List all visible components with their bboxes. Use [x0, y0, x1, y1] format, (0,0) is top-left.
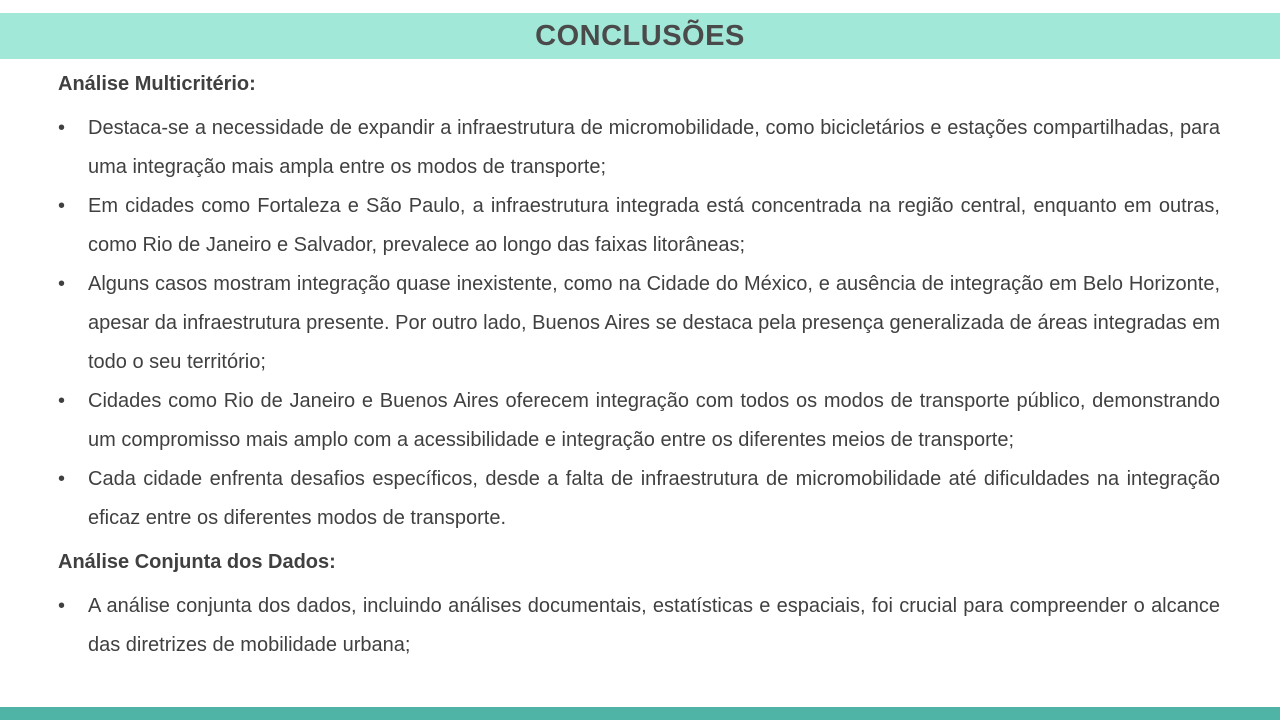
section-heading-joint-analysis: Análise Conjunta dos Dados: [58, 551, 336, 573]
bullet-text: A análise conjunta dos dados, incluindo análises documentais, estatísticas e espaciais, foi crucial para compreender o alcance das diretrizes de mobilidade urbana; [88, 595, 1220, 656]
bullet-text: Em cidades como Fortaleza e São Paulo, a infraestrutura integrada está concentrada na região central, enquanto em outras, como Rio de Janeiro e Salvador, prevalece ao longo das faixas litorâneas; [88, 195, 1220, 256]
bullet-icon: • [58, 390, 66, 412]
section-heading-multicriteria: Análise Multicritério: [58, 73, 256, 95]
bullet-item [58, 187, 1220, 265]
bullet-icon: • [58, 468, 66, 490]
bullet-item [58, 109, 1220, 187]
bullet-icon: • [58, 195, 66, 217]
bullet-icon: • [58, 595, 66, 617]
bullet-text: Cada cidade enfrenta desafios específicos, desde a falta de infraestrutura de micromobilidade até dificuldades na integração eficaz entre os diferentes modos de transporte. [88, 468, 1220, 529]
title-bar [0, 13, 1280, 59]
slide-title: CONCLUSÕES [535, 19, 745, 52]
bullet-text: Destaca-se a necessidade de expandir a infraestrutura de micromobilidade, como bicicletários e estações compartilhadas, para uma integração mais ampla entre os modos de transporte; [88, 117, 1220, 178]
bullet-item [58, 587, 1220, 665]
bullet-list-joint-analysis [58, 587, 1220, 665]
bullet-text: Alguns casos mostram integração quase inexistente, como na Cidade do México, e ausência de integração em Belo Horizonte, apesar da infraestrutura presente. Por outro lado, Buenos Aires se destaca pela presença generalizada de áreas integradas em todo o seu território; [88, 273, 1220, 373]
slide-content [58, 70, 1220, 675]
bullet-icon: • [58, 273, 66, 295]
bullet-item [58, 265, 1220, 382]
bullet-item [58, 382, 1220, 460]
bullet-list-multicriteria [58, 109, 1220, 538]
footer-bar [0, 707, 1280, 720]
bullet-item [58, 460, 1220, 538]
bullet-text: Cidades como Rio de Janeiro e Buenos Aires oferecem integração com todos os modos de transporte público, demonstrando um compromisso mais amplo com a acessibilidade e integração entre os diferentes meios de transporte; [88, 390, 1220, 451]
bullet-icon: • [58, 117, 66, 139]
